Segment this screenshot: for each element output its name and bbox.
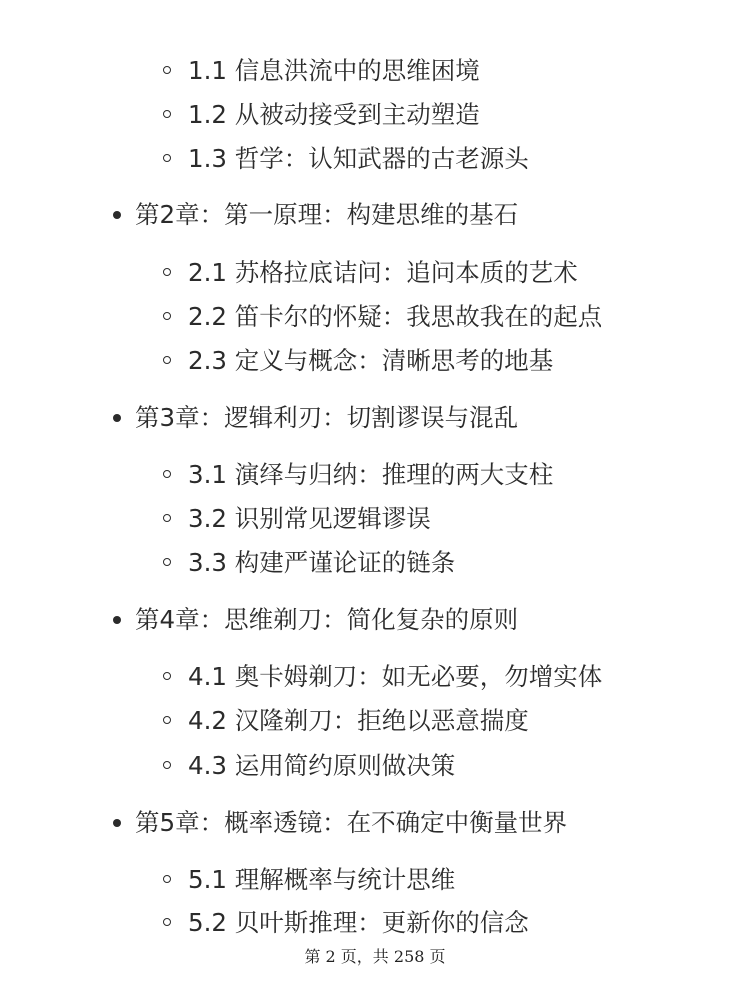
- toc-chapter-item: [135, 396, 518, 440]
- hollow-bullet-icon: [163, 918, 171, 926]
- toc-section-text: 1.2 从被动接受到主动塑造: [188, 100, 480, 129]
- hollow-bullet-icon: [163, 154, 171, 162]
- hollow-bullet-icon: [163, 356, 171, 364]
- toc-section-item: [188, 251, 578, 295]
- toc-section-item: [188, 49, 480, 93]
- toc-chapter-text: 第5章：概率透镜：在不确定中衡量世界: [135, 808, 568, 837]
- filled-bullet-icon: [113, 414, 121, 422]
- toc-chapter-text: 第2章：第一原理：构建思维的基石: [135, 200, 519, 229]
- toc-section-item: [188, 655, 602, 699]
- hollow-bullet-icon: [163, 470, 171, 478]
- toc-section-text: 4.1 奥卡姆剃刀：如无必要，勿增实体: [188, 662, 603, 691]
- toc-section-text: 2.1 苏格拉底诘问：追问本质的艺术: [188, 258, 578, 287]
- toc-section-text: 2.2 笛卡尔的怀疑：我思故我在的起点: [188, 302, 603, 331]
- hollow-bullet-icon: [163, 761, 171, 769]
- toc-section-text: 2.3 定义与概念：清晰思考的地基: [188, 346, 554, 375]
- toc-section-text: 1.1 信息洪流中的思维困境: [188, 56, 480, 85]
- toc-section-text: 3.2 识别常见逻辑谬误: [188, 504, 431, 533]
- toc-chapter-text: 第4章：思维剃刀：简化复杂的原则: [135, 605, 519, 634]
- hollow-bullet-icon: [163, 558, 171, 566]
- toc-section-text: 5.2 贝叶斯推理：更新你的信念: [188, 908, 529, 937]
- toc-chapter-item: [135, 598, 518, 642]
- toc-chapter-item: [135, 801, 567, 845]
- filled-bullet-icon: [113, 819, 121, 827]
- hollow-bullet-icon: [163, 110, 171, 118]
- toc-chapter-text: 第3章：逻辑利刃：切割谬误与混乱: [135, 403, 519, 432]
- toc-section-item: [188, 541, 455, 585]
- hollow-bullet-icon: [163, 875, 171, 883]
- toc-section-text: 4.2 汉隆剃刀：拒绝以恶意揣度: [188, 706, 529, 735]
- toc-section-text: 3.1 演绎与归纳：推理的两大支柱: [188, 460, 554, 489]
- hollow-bullet-icon: [163, 672, 171, 680]
- toc-section-text: 3.3 构建严谨论证的链条: [188, 548, 456, 577]
- toc-section-item: [188, 137, 529, 181]
- toc-section-item: [188, 339, 553, 383]
- toc-section-text: 1.3 哲学：认知武器的古老源头: [188, 144, 529, 173]
- toc-section-item: [188, 295, 602, 339]
- toc-chapter-item: [135, 193, 518, 237]
- filled-bullet-icon: [113, 211, 121, 219]
- hollow-bullet-icon: [163, 716, 171, 724]
- toc-section-item: [188, 497, 431, 541]
- hollow-bullet-icon: [163, 268, 171, 276]
- filled-bullet-icon: [113, 616, 121, 624]
- toc-section-text: 5.1 理解概率与统计思维: [188, 865, 456, 894]
- hollow-bullet-icon: [163, 66, 171, 74]
- toc-section-item: [188, 744, 455, 788]
- hollow-bullet-icon: [163, 514, 171, 522]
- toc-section-item: [188, 858, 455, 902]
- toc-section-item: [188, 453, 553, 497]
- hollow-bullet-icon: [163, 312, 171, 320]
- toc-section-text: 4.3 运用简约原则做决策: [188, 751, 456, 780]
- page-indicator: 第 2 页，共 258 页: [304, 947, 446, 966]
- toc-section-item: [188, 901, 529, 945]
- toc-section-item: [188, 93, 480, 137]
- toc-section-item: [188, 699, 529, 743]
